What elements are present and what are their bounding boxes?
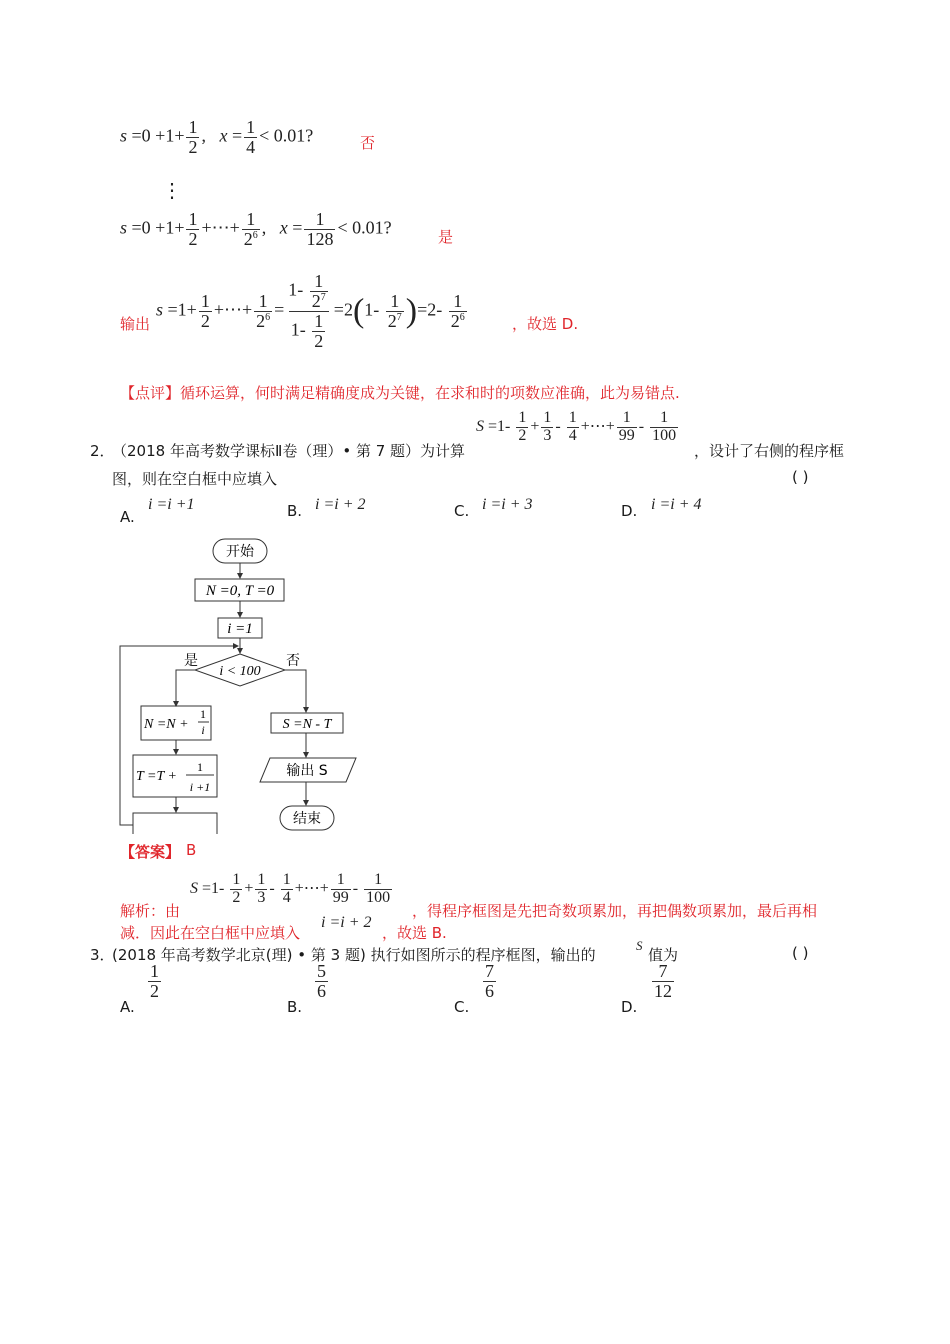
explain-prefix: 解析：由: [120, 902, 181, 920]
q2-option-a-letter: A.: [120, 508, 135, 526]
q3-text: (2018 年高考数学北京(理) • 第 3 题) 执行如图所示的程序框图，输出的: [112, 946, 596, 964]
q2-option-b: i =i + 2: [315, 496, 366, 513]
flowchart-start: 开始: [226, 544, 254, 560]
q3-option-b-letter: B.: [287, 998, 303, 1016]
explain-mid: ，得程序框图是先把奇数项累加，再把偶数项累加，最后再相: [412, 902, 818, 920]
flowchart-n-update: N =N +: [144, 717, 189, 732]
q2-option-c-letter: C.: [454, 502, 470, 520]
flowchart-i-init: i =1: [227, 621, 253, 637]
flowchart-end: 结束: [293, 811, 321, 827]
output-formula: s =1+ $\frac{1}{2}$ +⋯+ $\frac{1}{2^6}$ = 1- $\frac{1}{2^7}$ 1- $\frac{1}{2}$ =2(1- $\frac{1}{2^7}$ )=2- $\frac{1}{2^6}$: [156, 271, 465, 351]
iteration-row-2: s =0 +1+ $\frac{1}{2}$ +⋯+ $\frac{1}{2^6}$ , x = $\frac{1}{128}$ < 0.01?: [120, 209, 392, 249]
q2-formula: S =1- $\frac{1}{2}$ + $\frac{1}{3}$ - $\frac{1}{4}$ +⋯+ $\frac{1}{99}$ - $\frac{1}{100}$: [476, 409, 677, 444]
q2-after-formula: ，设计了右侧的程序框: [694, 442, 845, 460]
flowchart-no: 否: [286, 653, 300, 669]
flowchart-yes: 是: [184, 653, 198, 669]
flowchart-cond: i < 100: [219, 664, 261, 679]
iteration-dots: ⋮: [162, 180, 182, 202]
q2-option-b-letter: B.: [287, 502, 303, 520]
flowchart-init: N =0, T =0: [205, 583, 275, 599]
q2-option-d-letter: D.: [621, 502, 638, 520]
q2-option-c: i =i + 3: [482, 496, 533, 513]
flowchart-output: 输出 S: [286, 763, 328, 779]
q3-option-c-letter: C.: [454, 998, 470, 1016]
q2-line2: 图，则在空白框中应填入: [112, 470, 278, 488]
iteration-row-2-verdict: 是: [438, 228, 454, 246]
q3-text-end: 值为: [648, 946, 679, 964]
q2-source: （2018 年高考数学课标Ⅱ卷（理）• 第 7 题）为计算: [112, 442, 466, 460]
svg-text:i +1: i +1: [189, 780, 211, 794]
q2-option-a: i =i +1: [148, 496, 195, 513]
output-suffix: ，故选 D.: [512, 315, 579, 333]
q3-s-var: S: [636, 938, 643, 953]
q3-option-a-letter: A.: [120, 998, 135, 1016]
iteration-row-1: s =0 +1+ $\frac{1}{2}$ , x = $\frac{1}{4}$ < 0.01?: [120, 117, 314, 157]
explain-formula: S =1- $\frac{1}{2}$ + $\frac{1}{3}$ - $\frac{1}{4}$ +⋯+ $\frac{1}{99}$ - $\frac{1}{100}$: [190, 871, 391, 906]
flowchart-t-update: T =T +: [136, 769, 177, 784]
svg-text:i: i: [201, 723, 205, 737]
flowchart-blank-box: [133, 813, 217, 834]
comment: 【点评】循环运算，何时满足精确度成为关键，在求和时的项数应准确，此为易错点.: [120, 384, 680, 402]
flowchart-s-calc: S =N - T: [282, 717, 332, 732]
svg-text:1: 1: [200, 707, 206, 721]
q3-option-d-letter: D.: [621, 998, 638, 1016]
explain-line2-expr: i =i + 2: [321, 914, 372, 931]
explain-line2a: 减．因此在空白框中应填入: [120, 924, 301, 942]
q3-option-d: $\frac{7}{12}$: [654, 961, 672, 1001]
q3-option-b: $\frac{5}{6}$: [317, 961, 326, 1001]
q3-option-c: $\frac{7}{6}$: [485, 961, 494, 1001]
output-prefix: 输出: [120, 315, 151, 333]
iteration-row-1-verdict: 否: [360, 134, 376, 152]
explain-line2b: ，故选 B.: [382, 924, 447, 942]
q2-paren: ( ): [792, 468, 809, 486]
q2-number: 2．: [90, 442, 115, 460]
answer-value: B: [186, 841, 197, 859]
answer-label: 【答案】: [120, 843, 181, 861]
q2-option-d: i =i + 4: [651, 496, 702, 513]
svg-text:1: 1: [197, 760, 203, 774]
flowchart: [110, 534, 370, 834]
q3-option-a: $\frac{1}{2}$: [150, 961, 159, 1001]
q3-paren: ( ): [792, 944, 809, 962]
q3-number: 3．: [90, 946, 115, 964]
